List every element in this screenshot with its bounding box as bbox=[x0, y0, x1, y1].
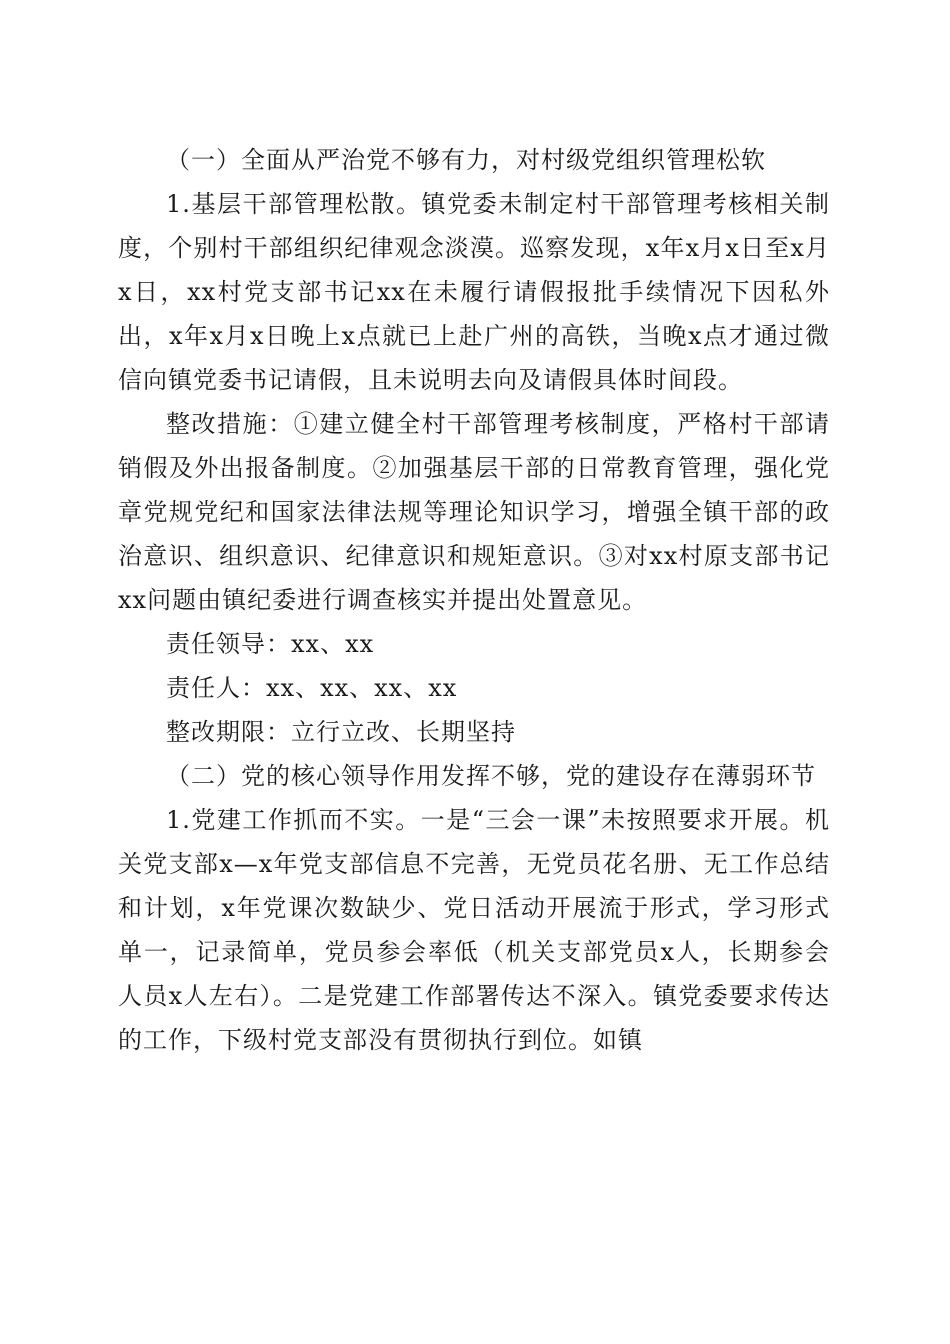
section1-item1-paragraph: 1.基层干部管理松散。镇党委未制定村干部管理考核相关制度，个别村干部组织纪律观念淡漠。巡察发现，x年x月x日至x月x日，xx村党支部书记xx在未履行请假报批手续情况下因私外出，x年x月x日晚上x点就已上赴广州的高铁，当晚x点才通过微信向镇党委书记请假，且未说明去向及请假具体时间段。 bbox=[118, 190, 830, 394]
section1-responsible-person: 责任人：xx、xx、xx、xx bbox=[166, 674, 458, 702]
section1-measures-paragraph: 整改措施：①建立健全村干部管理考核制度，严格村干部请销假及外出报备制度。②加强基层干部的日常教育管理，强化党章党规党纪和国家法律法规等理论知识学习，增强全镇干部的政治意识、组织意识、纪律意识和规矩意识。③对xx村原支部书记xx问题由镇纪委进行调查核实并提出处置意见。 bbox=[118, 410, 830, 614]
section1-responsible-leader: 责任领导：xx、xx bbox=[166, 630, 375, 658]
section1-heading: （一）全面从严治党不够有力，对村级党组织管理松软 bbox=[166, 146, 766, 174]
document-body bbox=[118, 138, 830, 1062]
section2-item1-paragraph: 1.党建工作抓而不实。一是“三会一课”未按照要求开展。机关党支部x—x年党支部信息不完善，无党员花名册、无工作总结和计划，x年党课次数缺少、党日活动开展流于形式，学习形式单一，记录简单，党员参会率低（机关支部党员x人，长期参会人员x人左右）。二是党建工作部署传达不深入。镇党委要求传达的工作，下级村党支部没有贯彻执行到位。如镇 bbox=[118, 806, 830, 1054]
section2-heading: （二）党的核心领导作用发挥不够，党的建设存在薄弱环节 bbox=[166, 762, 816, 790]
section1-deadline: 整改期限：立行立改、长期坚持 bbox=[166, 718, 516, 746]
